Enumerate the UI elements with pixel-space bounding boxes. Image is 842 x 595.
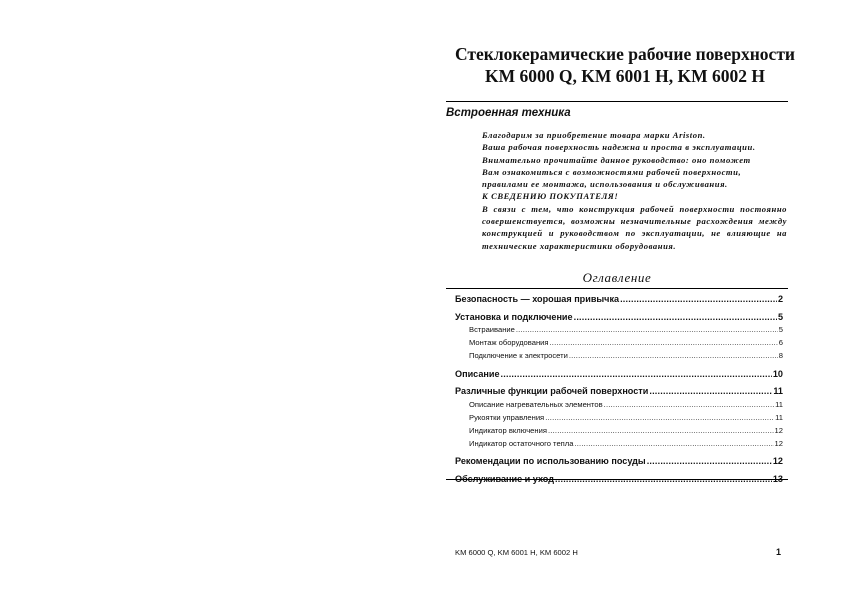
toc-page-number: 5 <box>777 311 783 322</box>
notice-line: технические характеристики оборудования. <box>482 240 677 251</box>
intro-line: Внимательно прочитайте данное руководство: оно поможет <box>482 154 751 165</box>
notice-heading: К СВЕДЕНИЮ ПОКУПАТЕЛЯ! <box>482 191 619 202</box>
toc-leader-dots <box>574 312 777 322</box>
toc-subsection-title: Монтаж оборудования <box>469 338 549 348</box>
toc-subsection[interactable] <box>455 351 783 364</box>
toc-subsection-title: Рукоятки управления <box>469 412 545 422</box>
toc-section-title: Различные функции рабочей поверхности <box>455 386 649 397</box>
notice-line: В связи с тем, что конструкция рабочей поверхности постоянно <box>482 203 787 214</box>
toc-section[interactable] <box>455 474 783 487</box>
toc-page-number: 12 <box>772 456 783 467</box>
toc-subsection-title: Подключение к электросети <box>469 351 568 361</box>
toc-leader-dots <box>574 439 773 448</box>
toc-subsection-title: Индикатор включения <box>469 425 547 435</box>
toc-leader-dots <box>501 369 772 379</box>
toc-page-number: 11 <box>773 386 783 397</box>
toc-page-number: 12 <box>774 425 783 435</box>
page-number: 1 <box>776 547 782 557</box>
toc-section[interactable] <box>455 386 783 399</box>
table-of-contents <box>455 294 783 487</box>
toc-page-number: 5 <box>778 325 783 335</box>
intro-line: Ваша рабочая поверхность надежна и проста в эксплуатации. <box>482 142 756 153</box>
toc-page-number: 11 <box>775 399 783 409</box>
toc-bottom-rule <box>446 479 788 480</box>
toc-subsection[interactable] <box>455 400 783 413</box>
toc-page-number: 2 <box>777 294 783 304</box>
toc-subsection[interactable] <box>455 439 783 452</box>
header-rule <box>446 101 788 102</box>
toc-leader-dots <box>569 351 778 360</box>
toc-leader-dots <box>548 426 774 435</box>
toc-section[interactable] <box>455 294 783 307</box>
toc-section-title: Установка и подключение <box>455 311 573 322</box>
intro-line: Благодарим за приобретение товара марки Ariston. <box>482 130 706 140</box>
document-title: Стеклокерамические рабочие поверхности <box>454 44 796 64</box>
toc-page-number: 10 <box>772 368 783 379</box>
toc-page-number: 12 <box>774 439 783 449</box>
toc-leader-dots <box>545 413 774 422</box>
toc-leader-dots <box>604 400 774 409</box>
toc-leader-dots <box>647 456 772 466</box>
intro-line: правилами ее монтажа, использования и обслуживания. <box>482 179 728 190</box>
toc-section[interactable] <box>455 369 783 382</box>
toc-page-number: 11 <box>775 412 783 422</box>
toc-subsection-title: Описание нагревательных элементов <box>469 399 603 409</box>
toc-subsection-title: Встраивание <box>469 325 515 335</box>
toc-section-title: Рекомендации по использованию посуды <box>455 456 646 467</box>
toc-heading: Оглавление <box>582 270 652 285</box>
toc-leader-dots <box>649 386 772 396</box>
toc-page-number: 13 <box>772 474 783 485</box>
toc-subsection-title: Индикатор остаточного тепла <box>469 439 574 449</box>
intro-text <box>482 129 787 252</box>
toc-subsection[interactable] <box>455 426 783 439</box>
toc-leader-dots <box>620 294 777 304</box>
toc-page-number: 6 <box>778 338 783 348</box>
section-subtitle: Встроенная техника <box>446 107 571 119</box>
toc-section[interactable] <box>455 312 783 325</box>
toc-section-title: Описание <box>455 368 500 379</box>
toc-section[interactable] <box>455 456 783 469</box>
toc-subsection[interactable] <box>455 325 783 338</box>
notice-line: совершенствуется, возможны незначительные расхождения между <box>482 216 787 227</box>
intro-line: Вам ознакомиться с возможностями рабочей поверхности, <box>482 166 742 177</box>
toc-section-title: Обслуживание и уход <box>455 474 555 485</box>
toc-subsection[interactable] <box>455 413 783 426</box>
toc-section-title: Безопасность — хорошая привычка <box>455 294 620 304</box>
notice-line: конструкцией и руководством по эксплуатации, не влияющие на <box>482 228 787 239</box>
toc-leader-dots <box>550 338 778 347</box>
footer-models: KM 6000 Q, KM 6001 H, KM 6002 H <box>455 548 578 557</box>
toc-leader-dots <box>516 325 778 334</box>
toc-rule <box>446 288 788 289</box>
model-numbers-title: KM 6000 Q, KM 6001 H, KM 6002 H <box>485 66 765 86</box>
toc-subsection[interactable] <box>455 338 783 351</box>
toc-page-number: 8 <box>778 351 783 361</box>
